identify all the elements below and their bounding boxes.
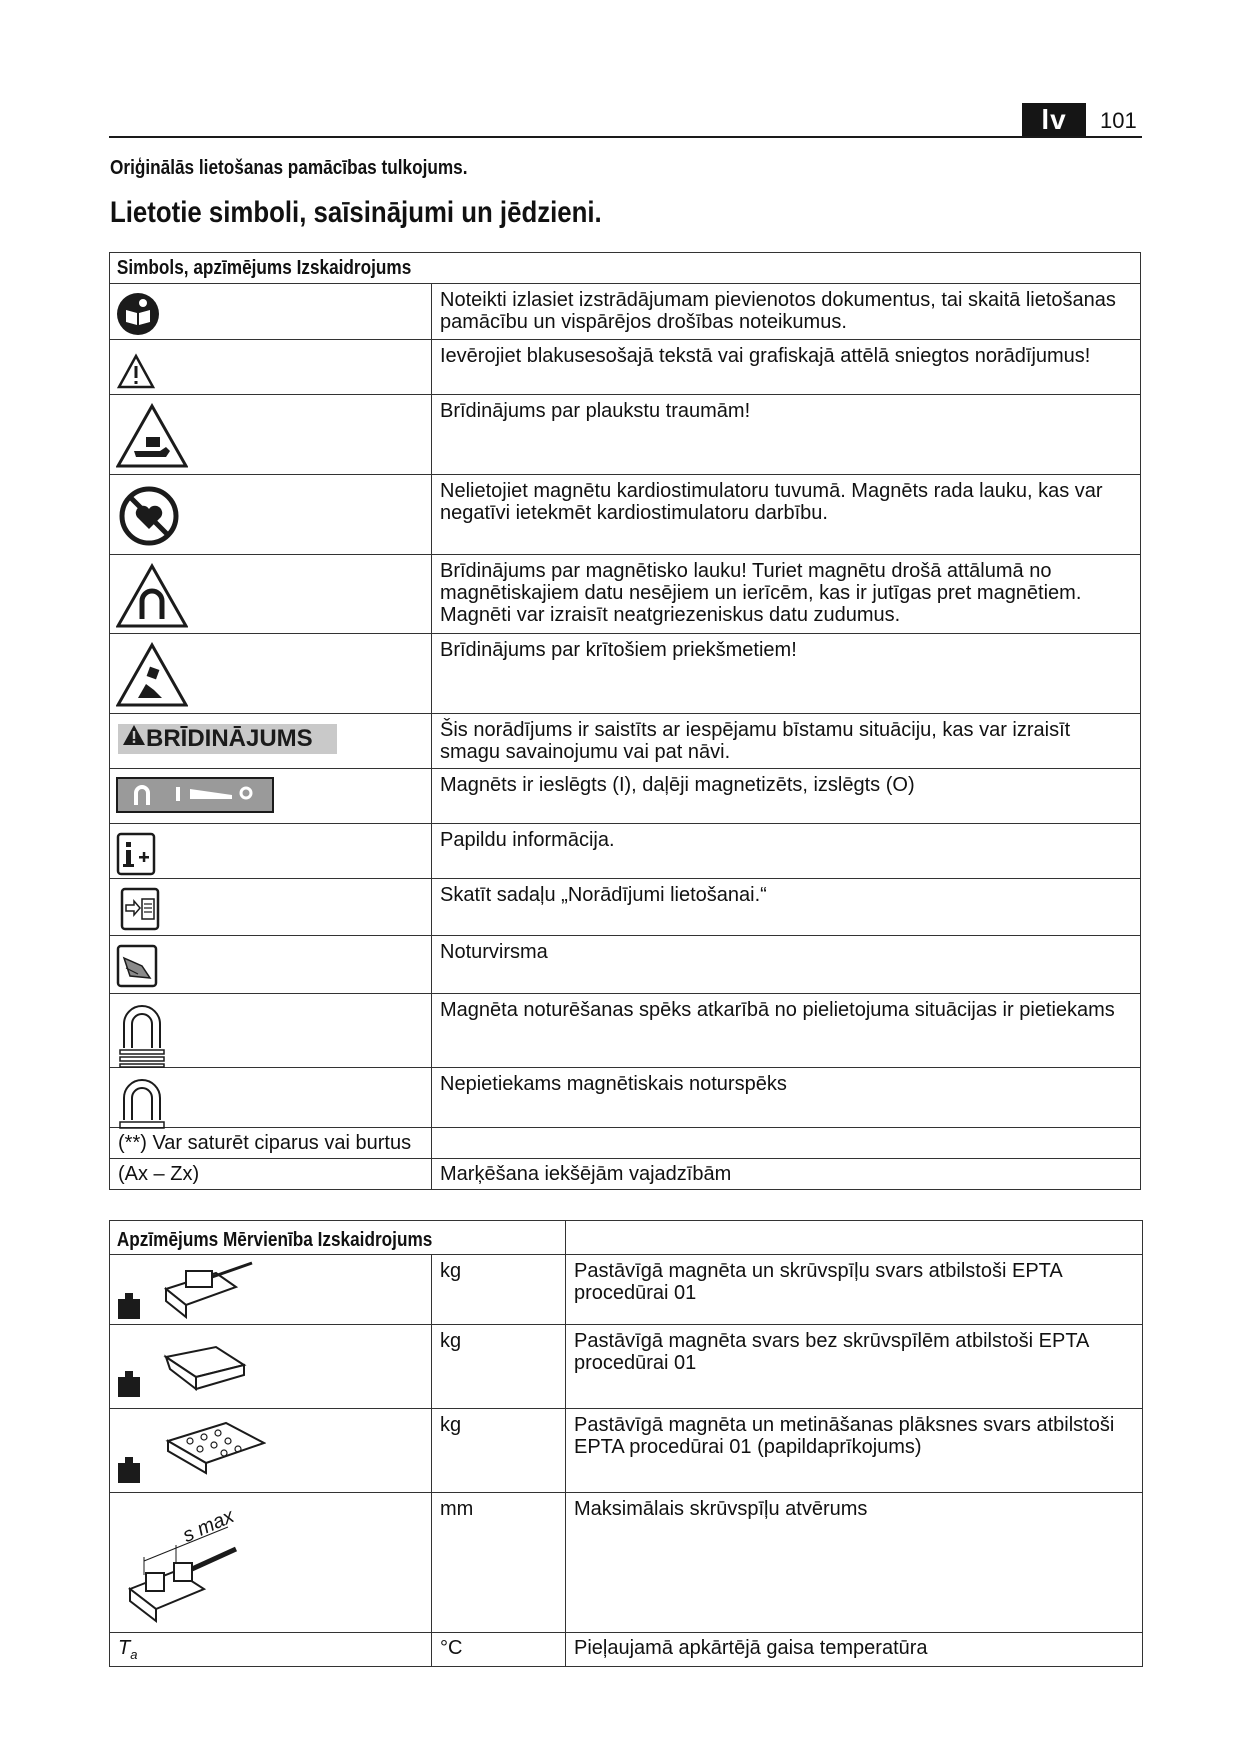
holding-force-required-icon [116,1076,168,1132]
symbol-description: Papildu informācija. [440,829,615,851]
table-row [110,340,1141,395]
unit: mm [440,1498,474,1520]
language-tag: lv [1022,103,1086,137]
header-rule [109,136,1142,138]
unit: kg [440,1330,462,1352]
table-row [110,1633,1143,1667]
symbol-description: Nelietojiet magnētu kardiostimulatoru tuvumā. Magnēts rada lauku, kas var negatīvi ietekmēt kardiostimulatoru darbību. [440,480,1103,524]
unit: °C [440,1637,463,1659]
warning-badge [118,724,337,754]
symbol-description: Nepietiekams magnētiskais noturspēks [440,1073,787,1095]
symbol-label: (Ax – Zx) [118,1163,200,1185]
table-header-row [110,253,1141,284]
symbol-description: Brīdinājums par magnētisko lauku! Turiet magnētu drošā attālumā no magnētiskajiem datu nesējiem un ierīcēm, kas ir jutīgas pret magnētiem. Magnēti var izraisīt neatgriezeniskus datu zudumus. [440,560,1082,626]
table-row [110,1128,1141,1159]
symbol-description: Magnēts ir ieslēgts (I), daļēji magnetizēts, izslēgts (O) [440,774,915,796]
table-header-row [110,1221,1143,1255]
info-icon [116,832,156,876]
symbol-label: (**) Var saturēt ciparus vai burtus [118,1132,412,1154]
page-number: 101 [1100,108,1137,133]
see-section-icon [120,887,160,931]
table-row [110,1325,1143,1409]
weight-magnet-with-vise-icon [116,1259,256,1323]
table-row [110,634,1141,714]
unit-description: Pastāvīgā magnēta svars bez skrūvspīlēm atbilstoši EPTA procedūrai 01 [574,1330,1089,1374]
table-row [110,1493,1143,1633]
units-table-header: Apzīmējums Mērvienība Izskaidrojums [116,1229,433,1251]
unit-description: Pastāvīgā magnēta un skrūvspīļu svars atbilstoši EPTA procedūrai 01 [574,1260,1062,1304]
symbol-description: Magnēta noturēšanas spēks atkarībā no pielietojuma situācijas ir pietiekams [440,999,1115,1021]
units-table [109,1220,1143,1667]
no-pacemaker-icon [118,485,180,547]
falling-objects-warning-icon [116,642,188,708]
designation-label: $T_a$ [118,1637,138,1662]
magnet-switch-icon [116,777,274,813]
unit: kg [440,1414,462,1436]
table-row [110,936,1141,994]
vise-opening-icon [116,1497,256,1627]
table-row [110,395,1141,475]
table-row [110,824,1141,879]
symbol-description: Šis norādījums ir saistīts ar iespējamu bīstamu situāciju, kas var izraisīt smagu savainojumu vai pat nāvi. [440,719,1071,763]
table-row [110,1255,1143,1325]
document-subtitle: Oriģinālās lietošanas pamācības tulkojums. [110,157,468,179]
unit-description: Pastāvīgā magnēta un metināšanas plāksnes svars atbilstoši EPTA procedūrai 01 (papildaprīkojums) [574,1414,1115,1458]
table-row [110,475,1141,555]
vise-opening-label: s max [179,1505,238,1547]
hand-injury-warning-icon [116,403,188,469]
weight-magnet-without-vise-icon [116,1331,256,1401]
table-row [110,994,1141,1068]
symbol-description: Brīdinājums par krītošiem priekšmetiem! [440,639,797,661]
table-row [110,879,1141,936]
table-row [110,769,1141,824]
warning-triangle-icon [116,352,156,392]
holding-surface-icon [116,944,158,988]
table-row [110,1068,1141,1128]
symbol-description: Brīdinājums par plaukstu traumām! [440,400,751,422]
table-row [110,555,1141,634]
table-row [110,284,1141,340]
table-row [110,1409,1143,1493]
symbol-description [432,1128,1140,1133]
table-row [110,714,1141,769]
unit-description: Pieļaujamā apkārtējā gaisa temperatūra [574,1637,928,1659]
warning-badge-label: BRĪDINĀJUMS [146,725,313,752]
magnetic-field-warning-icon [116,563,188,629]
symbol-description: Skatīt sadaļu „Norādījumi lietošanai.“ [440,884,767,906]
symbols-table-header: Simbols, apzīmējums Izskaidrojums [116,257,412,279]
weight-magnet-with-plate-icon [116,1413,266,1487]
holding-force-sufficient-icon [116,1002,168,1068]
table-row [110,1159,1141,1190]
unit-description: Maksimālais skrūvspīļu atvērums [574,1498,868,1520]
section-title: Lietotie simboli, saīsinājumi un jēdzieni. [110,196,602,229]
symbol-description: Noteikti izlasiet izstrādājumam pievienotos dokumentus, tai skaitā lietošanas pamācību un vispārējos drošības noteikumus. [440,289,1116,333]
warning-triangle-icon [122,724,146,746]
symbol-description: Noturvirsma [440,941,548,963]
read-manual-icon [116,292,160,336]
symbol-description: Marķēšana iekšējām vajadzībām [440,1163,732,1185]
symbol-description: Ievērojiet blakusesošajā tekstā vai grafiskajā attēlā sniegtos norādījumus! [440,345,1091,367]
unit: kg [440,1260,462,1282]
symbols-table [109,252,1141,1190]
